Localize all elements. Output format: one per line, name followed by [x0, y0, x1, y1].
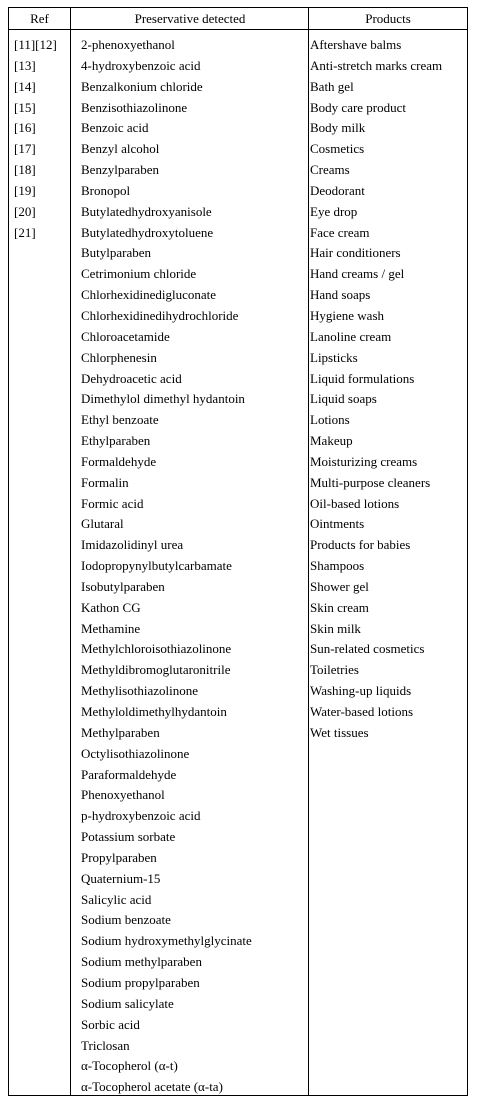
- product-cell: Aftershave balms: [310, 37, 402, 52]
- product-cell: Face cream: [310, 224, 370, 240]
- ref-cell: [21]: [14, 224, 36, 240]
- preservative-cell: 4-hydroxybenzoic acid: [81, 57, 201, 73]
- product-cell: Skin cream: [310, 599, 369, 615]
- preservative-cell: Sodium methylparaben: [81, 954, 202, 970]
- preservative-cell: Sorbic acid: [81, 1016, 140, 1032]
- preservative-cell: Paraformaldehyde: [81, 766, 177, 782]
- header-products: Products: [365, 11, 411, 26]
- product-cell: Hair conditioners: [310, 245, 401, 261]
- ref-cell: [16]: [14, 120, 36, 136]
- product-cell: Oil-based lotions: [310, 495, 400, 511]
- preservative-cell: Formic acid: [81, 495, 144, 511]
- product-cell: Hand creams / gel: [310, 266, 405, 282]
- ref-cell: [13]: [14, 57, 36, 73]
- preservative-cell: Glutaral: [81, 516, 124, 532]
- preservative-cell: Chlorhexidinedihydrochloride: [81, 307, 239, 323]
- product-cell: Hygiene wash: [310, 307, 385, 323]
- preservative-cell: Phenoxyethanol: [81, 787, 165, 803]
- product-cell: Wet tissues: [310, 724, 369, 740]
- product-cell: Eye drop: [310, 203, 358, 219]
- product-cell: Body care product: [310, 99, 407, 115]
- product-cell: Bath gel: [310, 78, 354, 94]
- ref-cell: [15]: [14, 99, 36, 115]
- ref-cell: [14]: [14, 78, 36, 94]
- preservative-column: [81, 35, 252, 1098]
- ref-cell: [17]: [14, 141, 36, 157]
- preservative-cell: Benzalkonium chloride: [81, 78, 203, 94]
- preservative-cell: Dimethylol dimethyl hydantoin: [81, 391, 245, 407]
- preservative-cell: Quaternium-15: [81, 870, 161, 886]
- preservative-cell: Formaldehyde: [81, 453, 157, 469]
- preservative-cell: Benzyl alcohol: [81, 141, 160, 157]
- preservative-cell: Chloroacetamide: [81, 328, 170, 344]
- product-cell: Anti-stretch marks cream: [310, 57, 443, 73]
- preservative-cell: Salicylic acid: [81, 891, 152, 907]
- preservative-cell: Sodium benzoate: [81, 912, 171, 928]
- preservative-cell: Imidazolidinyl urea: [81, 537, 184, 553]
- preservative-cell: Cetrimonium chloride: [81, 266, 197, 282]
- preservative-cell: Methylparaben: [81, 724, 160, 740]
- product-cell: Body milk: [310, 120, 366, 136]
- product-cell: Lanoline cream: [310, 328, 392, 344]
- preservative-cell: Methamine: [81, 620, 141, 636]
- product-cell: Shampoos: [310, 558, 365, 574]
- preservative-cell: Methyloldimethylhydantoin: [81, 704, 227, 719]
- header-preservative: Preservative detected: [134, 11, 246, 26]
- ref-cell: [19]: [14, 182, 36, 198]
- ref-column: [14, 35, 57, 243]
- product-cell: Ointments: [310, 516, 365, 532]
- preservative-cell: Bronopol: [81, 182, 131, 198]
- product-cell: Products for babies: [310, 537, 411, 553]
- preservative-cell: Butylatedhydroxyanisole: [81, 203, 212, 219]
- product-cell: Liquid soaps: [310, 391, 377, 407]
- product-cell: Deodorant: [310, 182, 365, 198]
- preservative-cell: Iodopropynylbutylcarbamate: [81, 558, 232, 574]
- preservative-cell: Chlorhexidinedigluconate: [81, 287, 217, 303]
- preservative-cell: Butylparaben: [81, 245, 152, 261]
- preservative-cell: Methylisothiazolinone: [81, 683, 198, 699]
- preservative-cell: 2-phenoxyethanol: [81, 37, 175, 52]
- ref-cell: [20]: [14, 203, 36, 219]
- preservative-cell: Ethylparaben: [81, 433, 151, 449]
- product-cell: Shower gel: [310, 578, 369, 594]
- product-cell: Water-based lotions: [310, 704, 414, 719]
- product-cell: Cosmetics: [310, 141, 365, 157]
- preservative-cell: Sodium propylparaben: [81, 974, 200, 990]
- column-divider: [308, 8, 309, 1095]
- preservative-cell: Triclosan: [81, 1037, 130, 1053]
- product-cell: Skin milk: [310, 620, 361, 636]
- product-cell: Lotions: [310, 412, 350, 428]
- product-cell: Washing-up liquids: [310, 683, 412, 699]
- product-cell: Makeup: [310, 433, 353, 449]
- product-cell: Hand soaps: [310, 287, 371, 303]
- preservative-cell: Sodium hydroxymethylglycinate: [81, 933, 252, 949]
- preservative-cell: α-Tocopherol (α-t): [81, 1058, 178, 1074]
- preservative-cell: Formalin: [81, 474, 129, 490]
- preservative-cell: Benzisothiazolinone: [81, 99, 188, 115]
- product-cell: Sun-related cosmetics: [310, 641, 425, 657]
- ref-cell: [11][12]: [14, 37, 57, 52]
- product-cell: Lipsticks: [310, 349, 358, 365]
- preservative-cell: Chlorphenesin: [81, 349, 157, 365]
- preservative-cell: Benzylparaben: [81, 162, 159, 178]
- preservative-cell: Kathon CG: [81, 599, 141, 615]
- preservative-cell: α-Tocopherol acetate (α-ta): [81, 1079, 223, 1095]
- product-cell: Multi-purpose cleaners: [310, 474, 431, 490]
- product-cell: Moisturizing creams: [310, 453, 418, 469]
- product-cell: Creams: [310, 162, 350, 178]
- header-ref: Ref: [30, 11, 49, 26]
- product-cell: Toiletries: [310, 662, 359, 678]
- ref-cell: [18]: [14, 162, 36, 178]
- preservative-cell: Octylisothiazolinone: [81, 745, 190, 761]
- products-column: [310, 35, 442, 744]
- preservative-cell: Isobutylparaben: [81, 578, 165, 594]
- preservative-cell: Sodium salicylate: [81, 995, 174, 1011]
- preservative-cell: Potassium sorbate: [81, 829, 176, 845]
- product-cell: Liquid formulations: [310, 370, 415, 386]
- preservative-cell: Ethyl benzoate: [81, 412, 159, 428]
- preservative-cell: Methyldibromoglutaronitrile: [81, 662, 231, 678]
- preservative-cell: Dehydroacetic acid: [81, 370, 182, 386]
- preservative-cell: Methylchloroisothiazolinone: [81, 641, 232, 657]
- preservative-cell: Benzoic acid: [81, 120, 149, 136]
- column-divider: [70, 8, 71, 1095]
- preservative-cell: Propylparaben: [81, 849, 157, 865]
- preservatives-table: [8, 7, 468, 1096]
- preservative-cell: p-hydroxybenzoic acid: [81, 808, 201, 824]
- preservative-cell: Butylatedhydroxytoluene: [81, 224, 214, 240]
- table-header-row: [9, 8, 467, 30]
